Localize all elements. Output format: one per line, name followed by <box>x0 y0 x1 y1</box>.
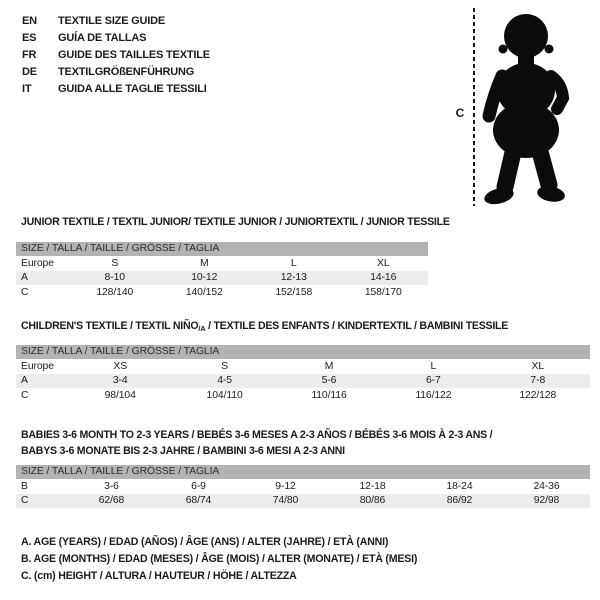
table-cell: 9-12 <box>275 480 296 492</box>
table-cell: 14-16 <box>339 271 429 286</box>
table-cell: 110/116 <box>311 389 347 401</box>
table-cell: 62/68 <box>68 494 155 509</box>
title-part: / TEXTILE DES ENFANTS / KINDERTEXTIL / BAMBINI TESSILE <box>205 320 509 332</box>
table-cell: 6-9 <box>191 480 206 492</box>
lang-code: FR <box>22 49 37 61</box>
table-cell: 18-24 <box>446 480 473 492</box>
table-cell: XL <box>531 360 545 372</box>
table-cell: 3-4 <box>68 374 172 389</box>
table-cell: S <box>111 257 119 269</box>
table-cell: 158/170 <box>364 286 402 298</box>
table-row-europe <box>16 359 590 374</box>
row-label: B <box>21 480 28 492</box>
section-title-babies <box>21 427 492 459</box>
table-cell: 10-12 <box>160 271 250 286</box>
lang-title: TEXTILE SIZE GUIDE <box>58 15 166 27</box>
table-cell: 3-6 <box>104 480 119 492</box>
table-cell: 152/158 <box>275 286 313 298</box>
lang-title: GUIDE DES TAILLES TEXTILE <box>58 49 210 61</box>
table-row-height <box>16 388 590 403</box>
lang-row-fr <box>22 47 210 64</box>
table-cell: 140/152 <box>185 286 223 298</box>
title-subscript: /A <box>198 324 206 333</box>
row-label: C <box>21 389 29 401</box>
table-cell: 116/122 <box>415 389 452 401</box>
section-title-children <box>21 320 508 333</box>
table-cell: 12-18 <box>359 480 386 492</box>
lang-code: IT <box>22 83 32 95</box>
table-cell: 74/80 <box>242 494 329 509</box>
lang-title: GUÍA DE TALLAS <box>58 32 147 44</box>
babies-size-table <box>16 479 590 508</box>
row-label: Europe <box>21 360 54 372</box>
lang-code: EN <box>22 15 37 27</box>
table-cell: 98/104 <box>104 389 136 401</box>
table-cell: 5-6 <box>277 374 381 389</box>
title-part: CHILDREN'S TEXTILE / TEXTIL NIÑO <box>21 320 199 332</box>
height-measure-dashed-line <box>473 8 475 206</box>
footnote-a: A. AGE (YEARS) / EDAD (AÑOS) / ÂGE (ANS) / ALTER (JAHRE) / ETÀ (ANNI) <box>21 536 389 548</box>
lang-row-es <box>22 30 210 47</box>
footnote-b: B. AGE (MONTHS) / EDAD (MESES) / ÂGE (MOIS) / ALTER (MONATE) / ETÀ (MESI) <box>21 553 418 565</box>
row-label: A <box>16 374 68 389</box>
table-cell: 92/98 <box>503 494 590 509</box>
lang-code: ES <box>22 32 37 44</box>
children-size-table <box>16 359 590 403</box>
table-cell: 80/86 <box>329 494 416 509</box>
lang-code: DE <box>22 66 37 78</box>
table-cell: L <box>430 360 437 372</box>
table-cell: 122/128 <box>519 389 557 401</box>
table-cell: M <box>199 257 209 269</box>
table-cell: XL <box>376 257 390 269</box>
size-header-bar-junior: SIZE / TALLA / TAILLE / GRÖSSE / TAGLIA <box>16 242 428 256</box>
lang-title: GUIDA ALLE TAGLIE TESSILI <box>58 83 207 95</box>
table-cell: S <box>221 360 228 372</box>
table-cell: 7-8 <box>486 374 590 389</box>
table-row-age <box>16 374 590 389</box>
title-line-1: BABIES 3-6 MONTH TO 2-3 YEARS / BEBÉS 3-6 MESES A 2-3 AÑOS / BÉBÉS 3-6 MOIS À 2-3 ANS / <box>21 429 493 441</box>
table-cell: 8-10 <box>70 271 160 286</box>
row-label: A <box>16 271 70 286</box>
table-row-age-months <box>16 479 590 494</box>
size-header-bar-children: SIZE / TALLA / TAILLE / GRÖSSE / TAGLIA <box>16 345 590 359</box>
table-row-height <box>16 494 590 509</box>
table-row-age <box>16 271 428 286</box>
section-title-junior: JUNIOR TEXTILE / TEXTIL JUNIOR/ TEXTILE JUNIOR / JUNIORTEXTIL / JUNIOR TESSILE <box>21 216 450 228</box>
table-cell: L <box>290 257 297 269</box>
size-header-bar-babies: SIZE / TALLA / TAILLE / GRÖSSE / TAGLIA <box>16 465 590 479</box>
table-cell: 68/74 <box>155 494 242 509</box>
table-row-europe <box>16 256 428 271</box>
lang-row-en <box>22 13 210 30</box>
table-cell: 6-7 <box>381 374 485 389</box>
toddler-silhouette-icon <box>478 6 578 208</box>
table-cell: M <box>324 360 334 372</box>
footnote-c: C. (cm) HEIGHT / ALTURA / HAUTEUR / HÖHE / ALTEZZA <box>21 570 297 582</box>
height-measure-label: C <box>455 106 465 120</box>
table-cell: 12-13 <box>249 271 339 286</box>
table-cell: XS <box>113 360 128 372</box>
table-cell: 4-5 <box>172 374 276 389</box>
language-list <box>22 13 210 98</box>
table-cell: 86/92 <box>416 494 503 509</box>
table-row-height <box>16 285 428 300</box>
title-line-2: BABYS 3-6 MONATE BIS 2-3 JAHRE / BAMBINI 3-6 MESI A 2-3 ANNI <box>21 445 345 457</box>
lang-row-de <box>22 64 210 81</box>
table-cell: 24-36 <box>533 480 560 492</box>
table-cell: 104/110 <box>206 389 243 401</box>
lang-title: TEXTILGRÖßENFÜHRUNG <box>58 66 195 78</box>
lang-row-it <box>22 81 210 98</box>
row-label: C <box>21 286 29 298</box>
row-label: C <box>16 494 68 509</box>
table-cell: 128/140 <box>96 286 134 298</box>
junior-size-table <box>16 256 428 300</box>
row-label: Europe <box>21 257 54 269</box>
